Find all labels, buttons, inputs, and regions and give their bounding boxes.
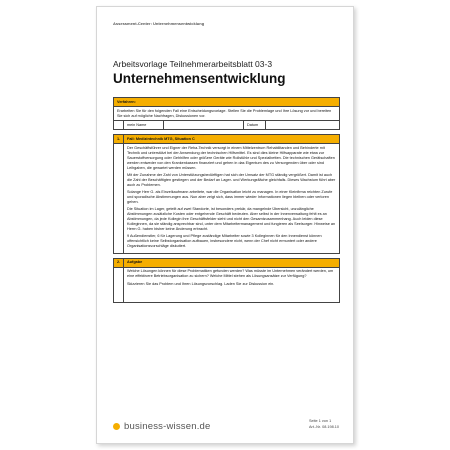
section1-body (124, 144, 340, 254)
date-label: Datum (244, 121, 266, 130)
section1-paragraph: 9 Außendienstler, 6 für Lagerung und Pflege zuständige Mitarbeiter sowie 3 Kolleginnen für den Innendienst können offensichtlich keine Selbstorganisation aufbauen, insbesondere nicht, wenn der Chef nicht ermuntert oder andere Organisationsvorschläge diskutiert. (127, 234, 322, 249)
name-label: mein Name (124, 121, 164, 130)
header-category: Assessment-Center: Unternehmensentwicklung (113, 21, 205, 26)
logo-text: business-wissen.de (124, 421, 211, 432)
section2-margin (114, 267, 124, 302)
section1-paragraph: Solange Herr G. als Einzelkaufmann arbeitete, war die Organisation leicht zu managen. In einer Kleinfirma reichten Zurufe und sporadische Abstimmungen aus. Nun aber zeigt sich, dass immer wieder Informationen liegen bleiben oder verloren gehen. (127, 189, 333, 204)
section2-heading: Aufgabe (124, 258, 340, 267)
section1-number: 1. (114, 135, 124, 144)
footer-logo[interactable] (113, 421, 211, 432)
section1-heading: Fall: Medizintechnik MTG, Situation C (124, 135, 340, 144)
answer-space (127, 289, 336, 301)
document-title: Unternehmensentwicklung (113, 71, 286, 86)
logo-dot-icon (113, 423, 120, 430)
section2-paragraph: Skizzieren Sie das Problem und Ihren Lösungsvorschlag. Laden Sie zur Diskussion ein. (127, 281, 275, 286)
section2-number: 2. (114, 258, 124, 267)
verfahren-label: Verfahren: (114, 98, 340, 107)
verfahren-text: Erarbeiten Sie für den folgenden Fall eine Entscheidungsvorlage. Stellen Sie die Problemlage und Ihre Lösung vor und bereiten Sie sich auf mögliche Nachfragen, Diskussionen vor. (114, 107, 340, 121)
section1-paragraph: Mit der Zunahme der Zahl von Unterstützungsbedürftigen hat sich der Umsatz der MTG ständig vergrößert. Damit ist auch die Zahl der Beschäftigten gestiegen und der Bedarf an Lager- und Werkungsfläche gleichfalls. Dieses Wachstum führt aber auch zu Problemen. (127, 172, 336, 187)
article-number: Art.-Nr. 08.198.10 (309, 425, 339, 429)
section1-paragraph: Die Situation im Lager, geteilt auf zwei Standorte, ist besonders prekär, da mangelnde Übersicht, unzulängliche Abstimmungen zusätzliche Kosten oder entgehende Geschäft bedeuten. Aber selbst in der Innenverwaltung fehlt es an Abstimmungen, da jede Kollegin ihre Geschäftsfelder sieht und nicht den Gesamtzusammenhang. Auch leiden diese Kolleginnen, da sie ständig ansprechbar sind, unter dem Mitarbeitermanagement und fungieren als Seelsorger. Hinweise an Herrn G. haben bisher keine Änderung erbracht. (127, 207, 336, 232)
date-field[interactable] (266, 121, 340, 130)
document-subtitle: Arbeitsvorlage Teilnehmerarbeitsblatt 03-3 (113, 59, 273, 69)
document-page (96, 6, 354, 444)
footer-meta (309, 418, 339, 430)
page-number: Seite 1 von 1 (309, 419, 332, 423)
worksheet-table (113, 97, 340, 303)
section1-margin (114, 144, 124, 254)
section1-paragraph: Der Geschäftsführer und Eigner der Reha-Technik versorgt in einem Mittelzentrum Rehabilitanden und Behinderte mit Technik und unterstützt bei der Anwendung der technischen Hilfsmittel. Es sind dies kleine Hilfsapparate wie etwa zur Sauerstoffversorgung oder Gehhilfen oder größere Geräte wie Rollstühle und Spezialbetten. Die technischen Gerätschaften werden entweder von den Krankenkassen finanziert und gehen in das Eigentum des zu Versorgenden über oder sind Leihgaben, die gewartet werden müssen. (127, 145, 335, 170)
section2-paragraph: Welche Lösungen können für diese Problematiken gefunden werden? Was müsste im Unternehmen verändert werden, um eine effektivere Betriebsorganisation zu sichern? Welche Mittel stehen als Lösungsansätze zur Verfügung? (127, 269, 334, 279)
name-field[interactable] (164, 121, 244, 130)
section2-body (124, 267, 340, 302)
name-row-blank (114, 121, 124, 130)
